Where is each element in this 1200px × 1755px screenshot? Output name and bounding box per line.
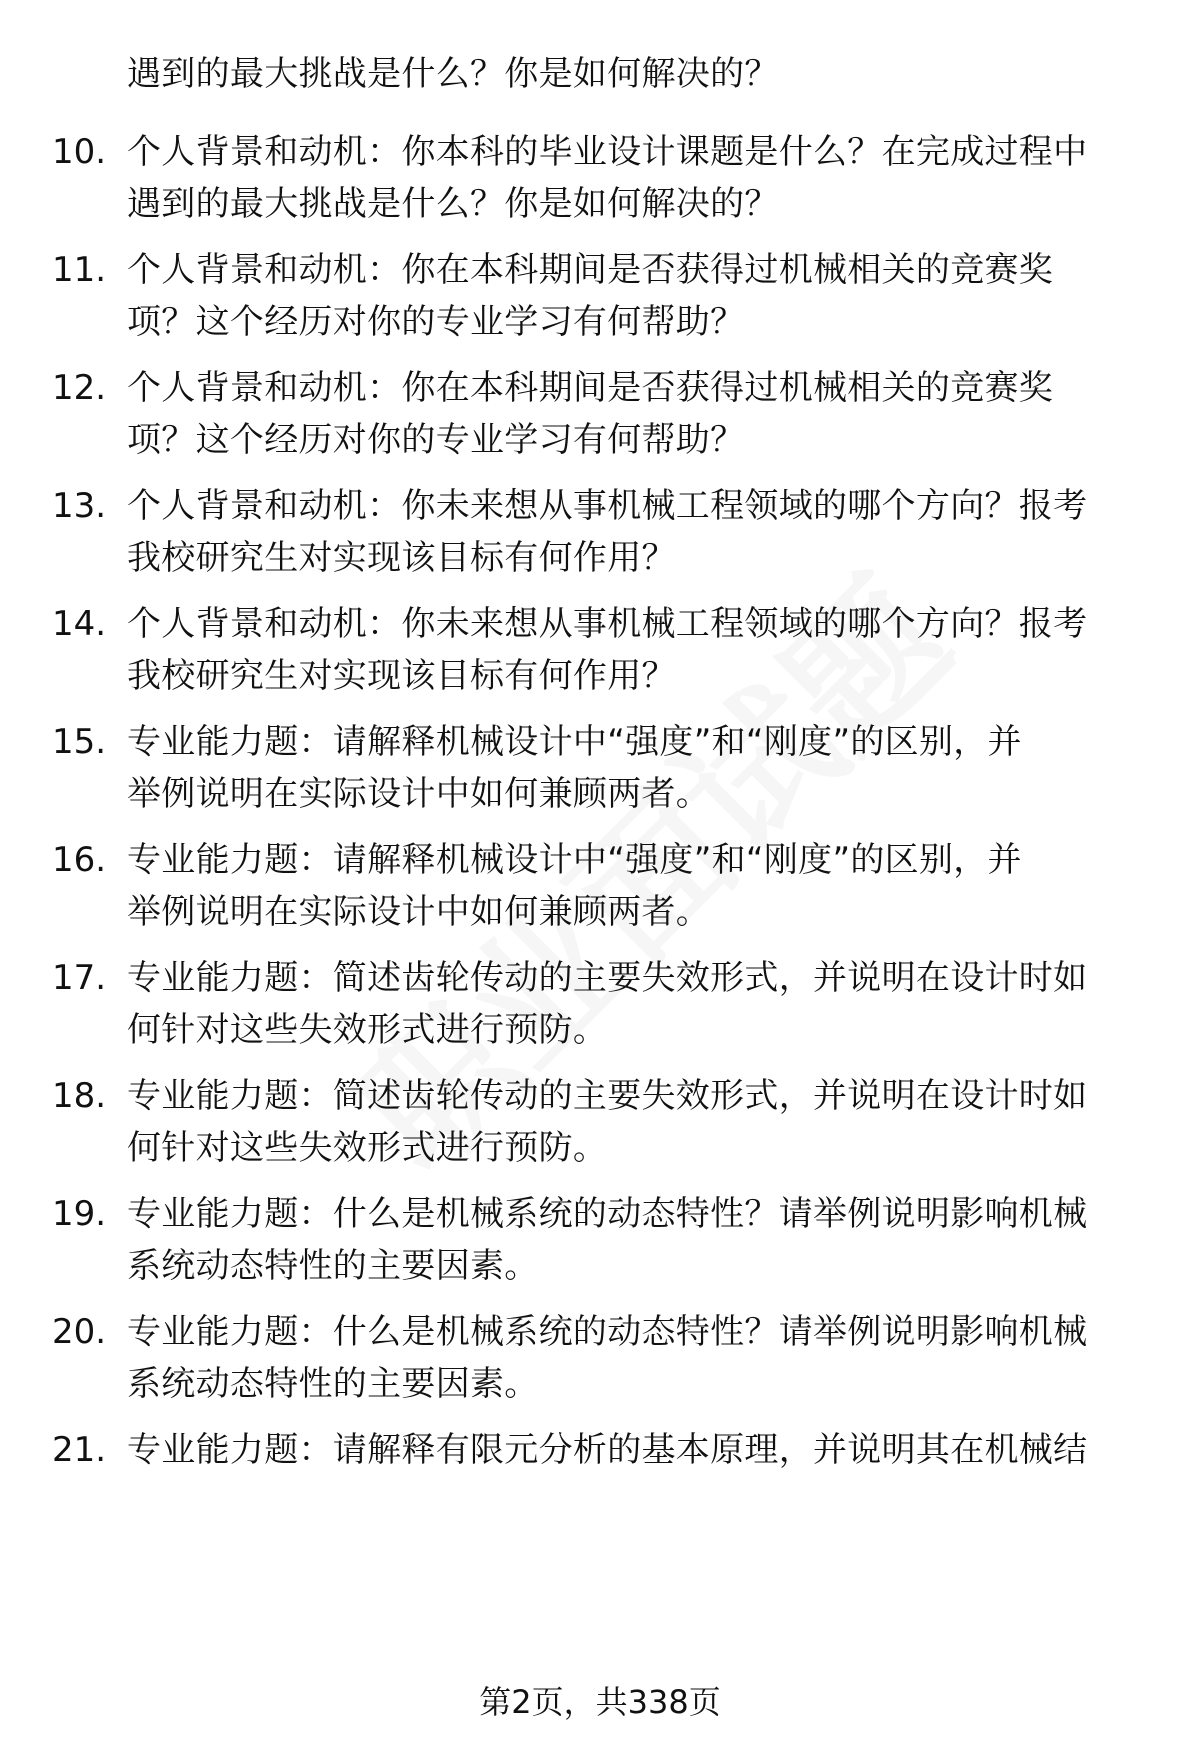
item-number: 13. (52, 486, 107, 526)
item-line: 遇到的最大挑战是什么？你是如何解决的？ (127, 184, 779, 224)
item-line: 遇到的最大挑战是什么？你是如何解决的？ (127, 54, 779, 94)
item-number: 20. (52, 1312, 107, 1352)
item-line: 举例说明在实际设计中如何兼顾两者。 (127, 892, 711, 932)
item-line: 个人背景和动机：你本科的毕业设计课题是什么？在完成过程中 (127, 132, 1088, 172)
item-line: 个人背景和动机：你未来想从事机械工程领域的哪个方向？报考 (127, 486, 1088, 526)
page-footer: 第2页，共338页 (479, 1683, 721, 1721)
item-line: 专业能力题：简述齿轮传动的主要失效形式，并说明在设计时如 (127, 1076, 1088, 1116)
item-line: 举例说明在实际设计中如何兼顾两者。 (127, 774, 711, 814)
item-line: 系统动态特性的主要因素。 (127, 1364, 539, 1404)
item-number: 17. (52, 958, 107, 998)
item-line: 专业能力题：什么是机械系统的动态特性？请举例说明影响机械 (127, 1312, 1088, 1352)
item-number: 21. (52, 1430, 107, 1470)
item-number: 12. (52, 368, 107, 408)
item-number: 11. (52, 250, 107, 290)
item-line: 专业能力题：请解释机械设计中“强度”和“刚度”的区别，并 (127, 840, 1022, 880)
item-line: 专业能力题：什么是机械系统的动态特性？请举例说明影响机械 (127, 1194, 1088, 1234)
item-line: 个人背景和动机：你未来想从事机械工程领域的哪个方向？报考 (127, 604, 1088, 644)
item-line: 专业能力题：请解释机械设计中“强度”和“刚度”的区别，并 (127, 722, 1022, 762)
item-line: 何针对这些失效形式进行预防。 (127, 1010, 608, 1050)
item-line: 我校研究生对实现该目标有何作用？ (127, 656, 676, 696)
item-line: 个人背景和动机：你在本科期间是否获得过机械相关的竞赛奖 (127, 250, 1054, 290)
item-number: 19. (52, 1194, 107, 1234)
item-line: 专业能力题：简述齿轮传动的主要失效形式，并说明在设计时如 (127, 958, 1088, 998)
item-number: 10. (52, 132, 107, 172)
item-line: 何针对这些失效形式进行预防。 (127, 1128, 608, 1168)
item-line: 我校研究生对实现该目标有何作用？ (127, 538, 676, 578)
item-line: 系统动态特性的主要因素。 (127, 1246, 539, 1286)
item-number: 18. (52, 1076, 107, 1116)
item-line: 项？这个经历对你的专业学习有何帮助？ (127, 302, 745, 342)
item-number: 14. (52, 604, 107, 644)
item-number: 15. (52, 722, 107, 762)
item-line: 专业能力题：请解释有限元分析的基本原理，并说明其在机械结 (127, 1430, 1088, 1470)
item-number: 16. (52, 840, 107, 880)
item-line: 个人背景和动机：你在本科期间是否获得过机械相关的竞赛奖 (127, 368, 1054, 408)
item-line: 项？这个经历对你的专业学习有何帮助？ (127, 420, 745, 460)
